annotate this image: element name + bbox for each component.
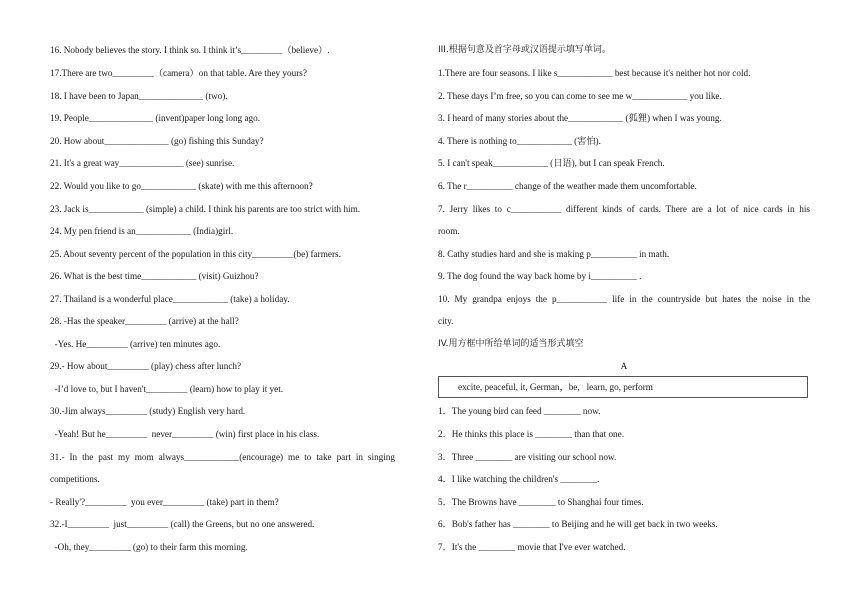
question-24: 24. My pen friend is an____________ (India)girl. (50, 226, 234, 236)
s3-item-8: 8. Cathy studies hard and she is making p__________ in math. (438, 249, 670, 259)
question-21: 21. It's a great way______________ (see) sunrise. (50, 158, 235, 168)
question-22: 22. Would you like to go____________ (skate) with me this afternoon? (50, 181, 313, 191)
question-30-reply: -Yeah! But he_________ never_________ (win) first place in his class. (50, 429, 320, 439)
s3-item-7-cont: room. (438, 226, 460, 236)
s3-item-10: 10. My grandpa enjoys the p___________ life in the countryside but hates the noise in the (438, 294, 810, 304)
s3-item-4: 4. There is nothing to____________ (害怕). (438, 136, 601, 146)
s4-item-6: 6．Bob's father has ________ to Beijing and he will get back in two weeks. (438, 519, 718, 529)
s3-item-5: 5. I can't speak____________ (日语), but I can speak French. (438, 158, 665, 168)
question-27: 27. Thailand is a wonderful place____________ (take) a holiday. (50, 294, 290, 304)
question-23: 23. Jack is____________ (simple) a child. I think his parents are too strict with him. (50, 204, 361, 214)
question-31: 31.- In the past my mom always____________(encourage) me to take part in singing (50, 452, 395, 462)
question-18: 18. I have been to Japan______________ (two). (50, 91, 228, 101)
question-29-reply: -I’d love to, but I haven't_________ (learn) how to play it yet. (50, 384, 284, 394)
s3-item-9: 9. The dog found the way back home by i__________ . (438, 271, 642, 281)
question-17: 17.There are two_________（camera）on that table. Are they yours? (50, 68, 307, 78)
word-box-words: excite, peaceful, it, German，be, learn, go, perform (458, 382, 653, 392)
s4-item-1: 1．The young bird can feed ________ now. (438, 406, 601, 416)
section-4-part-label: A (620, 361, 628, 371)
s3-item-1: 1.There are four seasons. I like s____________ best because it's neither hot nor cold. (438, 68, 751, 78)
question-30: 30.-Jim always_________ (study) English very hard. (50, 406, 246, 416)
s4-item-4: 4．I like watching the children's ________. (438, 474, 600, 484)
question-28: 28. -Has the speaker_________ (arrive) at the hall? (50, 316, 239, 326)
s3-item-2: 2. These days I’m free, so you can come to see me w____________ you like. (438, 91, 722, 101)
question-20: 20. How about______________ (go) fishing this Sunday? (50, 136, 264, 146)
question-28-reply: -Yes. He_________ (arrive) ten minutes ago. (50, 339, 221, 349)
word-box (438, 376, 808, 398)
question-32: 32.-I_________ just_________ (call) the Greens, but no one answered. (50, 519, 315, 529)
s4-item-5: 5．The Browns have ________ to Shanghai four times. (438, 497, 644, 507)
s4-item-2: 2．He thinks this place is ________ than that one. (438, 429, 625, 439)
s3-item-3: 3. I heard of many stories about the____________ (狐狸) when I was young. (438, 113, 722, 123)
question-26: 26. What is the best time____________ (visit) Guizhou? (50, 271, 259, 281)
question-32-reply: -Oh, they_________ (go) to their farm this morning. (50, 542, 248, 552)
question-31-reply: - Really'?_________ you ever_________ (take) part in them? (50, 497, 279, 507)
question-29: 29.- How about_________ (play) chess after lunch? (50, 361, 242, 371)
question-25: 25. About seventy percent of the population in this city_________(be) farmers. (50, 249, 341, 259)
s4-item-7: 7．It's the ________ movie that I've ever watched. (438, 542, 626, 552)
question-16: 16. Nobody believes the story. I think so. I think it’s_________（believe）. (50, 45, 330, 55)
section-3-heading: III.根据句意及首字母或汉语提示填写单词。 (438, 45, 611, 55)
question-31-cont: competitions. (50, 474, 100, 484)
section-4-heading: IV.用方框中所给单词的适当形式填空 (438, 339, 584, 349)
s4-item-3: 3．Three ________ are visiting our school now. (438, 452, 617, 462)
s3-item-7: 7. Jerry likes to c___________ different kinds of cards. There are a lot of nice cards in his (438, 204, 810, 214)
s3-item-10-cont: city. (438, 316, 454, 326)
question-19: 19. People______________ (invent)paper long long ago. (50, 113, 261, 123)
s3-item-6: 6. The r__________ change of the weather made them uncomfortable. (438, 181, 697, 191)
